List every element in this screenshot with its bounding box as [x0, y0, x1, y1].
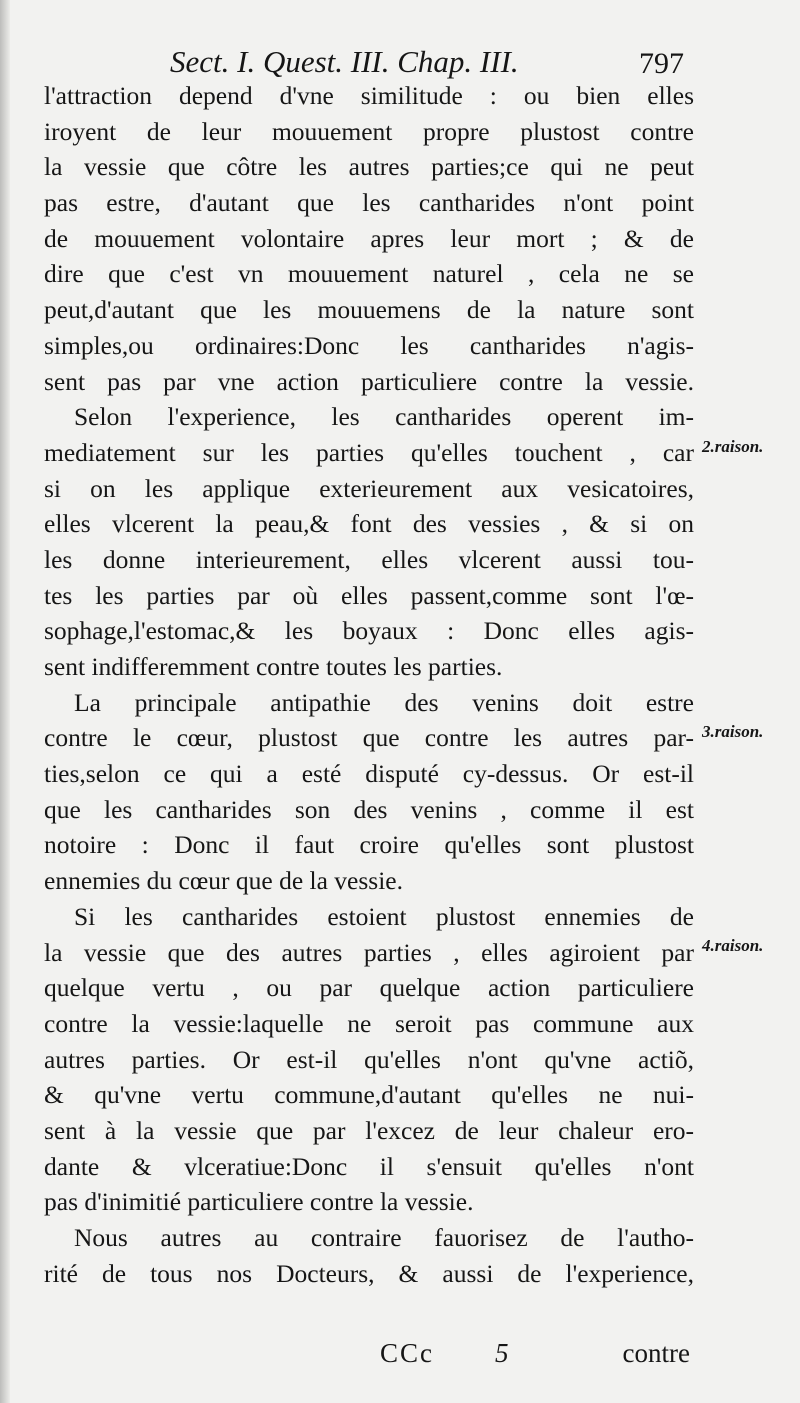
page-header	[170, 42, 690, 82]
text-line: iroyent de leur mouuement propre plustost contre	[44, 116, 694, 146]
text-line: autres parties. Or est-il qu'elles n'ont qu'vne actiõ,	[44, 1044, 694, 1074]
text-line: sent indifferemment contre toutes les parties.	[44, 652, 503, 681]
signature-number: 5	[495, 1338, 509, 1368]
signature-mark: CCc	[380, 1338, 435, 1368]
text-line: elles vlcerent la peau,& font des vessies , & si on	[44, 509, 694, 539]
text-line: ennemies du cœur que de la vessie.	[44, 866, 404, 896]
text-line: l'attraction depend d'vne similitude : ou bien elles	[44, 81, 694, 110]
text-line: si on les applique exterieurement aux vesicatoires,	[44, 473, 694, 503]
text-line: Selon l'experience, les cantharides operent im-	[74, 402, 694, 432]
text-line: contre la vessie:laquelle ne seroit pas commune aux	[44, 1008, 694, 1038]
margin-note-raison-3: 3.raison.	[702, 722, 764, 741]
text-line: dante & vlceratiue:Donc il s'ensuit qu'elles n'ont	[44, 1151, 694, 1181]
text-line: & qu'vne vertu commune,d'autant qu'elles ne nui-	[44, 1080, 694, 1110]
text-line: de mouuement volontaire apres leur mort ; & de	[44, 223, 694, 253]
text-line: rité de tous nos Docteurs, & aussi de l'experience,	[44, 1258, 694, 1288]
page-footer	[380, 1333, 690, 1373]
text-line: notoire : Donc il faut croire qu'elles sont plustost	[44, 830, 694, 860]
body-text	[44, 78, 694, 1291]
text-line: simples,ou ordinaires:Donc les cantharides n'agis-	[44, 330, 694, 360]
text-line: La principale antipathie des venins doit estre	[74, 687, 694, 717]
text-line: quelque vertu , ou par quelque action particuliere	[44, 973, 694, 1003]
text-line: sophage,l'estomac,& les boyaux : Donc elles agis-	[44, 616, 694, 646]
text-line: la vessie que des autres parties , elles agiroient par	[44, 937, 694, 967]
text-line: la vessie que côtre les autres parties;ce qui ne peut	[44, 152, 694, 182]
text-line: que les cantharides son des venins , comme il est	[44, 794, 694, 824]
text-line: peut,d'autant que les mouuemens de la nature sont	[44, 295, 694, 325]
text-line: mediatement sur les parties qu'elles touchent , car	[44, 437, 694, 467]
text-line: pas estre, d'autant que les cantharides n'ont point	[44, 188, 694, 218]
text-line: contre le cœur, plustost que contre les autres par-	[44, 723, 694, 753]
catchword: contre	[622, 1338, 690, 1368]
text-line: Nous autres au contraire fauorisez de l'autho-	[74, 1223, 694, 1252]
text-line: dire que c'est vn mouuement naturel , cela ne se	[44, 259, 694, 289]
text-line: ties,selon ce qui a esté disputé cy-dessus. Or est-il	[44, 759, 694, 789]
text-line: tes les parties par où elles passent,comme sont l'œ-	[44, 580, 694, 610]
page-number: 797	[639, 47, 684, 80]
margin-note-raison-2: 2.raison.	[702, 437, 764, 456]
text-line: les donne interieurement, elles vlcerent aussi tou-	[44, 544, 694, 574]
text-line: Si les cantharides estoient plustost ennemies de	[74, 901, 694, 931]
text-line: sent pas par vne action particuliere contre la vessie.	[44, 366, 694, 396]
page-gutter-shadow	[0, 0, 10, 1403]
text-line: pas d'inimitié particuliere contre la vessie.	[44, 1187, 474, 1217]
running-title: Sect. I. Quest. III. Chap. III.	[170, 44, 519, 79]
text-line: sent à la vessie que par l'excez de leur chaleur ero-	[44, 1115, 694, 1145]
margin-note-raison-4: 4.raison.	[702, 936, 764, 955]
